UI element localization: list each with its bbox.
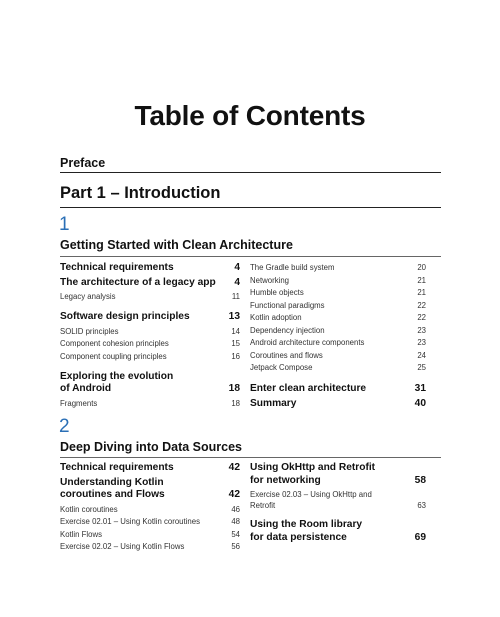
toc-subsection-entry[interactable] bbox=[250, 362, 426, 373]
toc-page-number: 63 bbox=[417, 501, 426, 510]
page-title: Table of Contents bbox=[134, 100, 366, 131]
toc-subsection-entry[interactable] bbox=[250, 287, 426, 298]
part-heading: Part 1 – Introduction bbox=[60, 184, 221, 202]
chapter-2-left-column bbox=[60, 462, 240, 552]
toc-entry-title: Kotlin coroutines bbox=[60, 504, 118, 514]
toc-page-number: 54 bbox=[231, 529, 240, 539]
toc-page-number: 42 bbox=[228, 489, 240, 500]
toc-page-number: 24 bbox=[417, 350, 426, 360]
toc-subsection-entry[interactable] bbox=[60, 504, 240, 515]
chapter-title: Getting Started with Clean Architecture bbox=[60, 238, 293, 252]
toc-page-number: 4 bbox=[234, 262, 240, 273]
toc-entry-title: Software design principles bbox=[60, 311, 190, 322]
toc-subsection-entry[interactable] bbox=[60, 291, 240, 302]
toc-page-number: 18 bbox=[228, 383, 240, 394]
toc-entry-title: Component coupling principles bbox=[60, 351, 167, 361]
toc-page-number: 23 bbox=[417, 325, 426, 335]
toc-entry-title: Humble objects bbox=[250, 288, 304, 297]
chapter-rule bbox=[60, 457, 441, 458]
toc-section-entry[interactable] bbox=[250, 398, 426, 411]
toc-subsection-entry[interactable] bbox=[250, 350, 426, 361]
toc-section-entry[interactable] bbox=[60, 371, 240, 396]
toc-page-number: 14 bbox=[231, 326, 240, 336]
chapter-number: 2 bbox=[59, 416, 70, 437]
toc-page-number: 40 bbox=[414, 397, 426, 409]
toc-subsection-entry[interactable] bbox=[250, 312, 426, 323]
toc-entry-title: Coroutines and flows bbox=[250, 350, 323, 360]
toc-entry-title: Exercise 02.03 – Using OkHttp and Retrofit bbox=[250, 490, 372, 510]
chapter-2-right-column bbox=[250, 462, 426, 544]
toc-page-number: 42 bbox=[228, 462, 240, 473]
toc-subsection-entry[interactable] bbox=[250, 262, 426, 273]
toc-page-number: 18 bbox=[231, 398, 240, 408]
toc-entry-title: Dependency injection bbox=[250, 325, 325, 335]
toc-page-number: 22 bbox=[417, 313, 426, 322]
preface-heading: Preface bbox=[60, 156, 106, 170]
toc-entry-title: Functional paradigms bbox=[250, 300, 325, 310]
toc-subsection-entry[interactable] bbox=[60, 398, 240, 409]
toc-page-number: 31 bbox=[414, 383, 426, 394]
toc-page-number: 48 bbox=[231, 517, 240, 526]
toc-subsection-entry[interactable] bbox=[60, 541, 240, 552]
toc-section-entry[interactable] bbox=[250, 519, 426, 544]
toc-page-number: 15 bbox=[231, 339, 240, 348]
preface-rule bbox=[60, 172, 441, 173]
toc-entry-title: Jetpack Compose bbox=[250, 363, 313, 372]
toc-entry-title: Android architecture components bbox=[250, 338, 365, 347]
toc-page-number: 4 bbox=[234, 276, 240, 288]
toc-entry-title: Enter clean architecture bbox=[250, 383, 367, 394]
toc-page-number: 21 bbox=[417, 275, 426, 285]
toc-subsection-entry[interactable] bbox=[250, 325, 426, 336]
toc-page-number: 58 bbox=[414, 474, 426, 486]
toc-entry-title: Fragments bbox=[60, 398, 98, 408]
toc-subsection-entry[interactable] bbox=[250, 337, 426, 348]
toc-section-entry[interactable] bbox=[250, 462, 426, 487]
toc-subsection-entry[interactable] bbox=[60, 529, 240, 540]
toc-entry-title: Exercise 02.01 – Using Kotlin coroutines bbox=[60, 517, 200, 526]
toc-entry-title: The architecture of a legacy app bbox=[60, 276, 216, 288]
toc-entry-title: Technical requirements bbox=[60, 462, 174, 473]
toc-page-number: 46 bbox=[231, 504, 240, 514]
toc-entry-title: SOLID principles bbox=[60, 326, 119, 336]
chapter-1-left-column bbox=[60, 262, 240, 409]
toc-section-entry[interactable] bbox=[60, 477, 240, 502]
chapter-1-right-column bbox=[250, 262, 426, 410]
toc-entry-title: Component cohesion principles bbox=[60, 339, 169, 348]
toc-entry-title: Networking bbox=[250, 275, 289, 285]
toc-page-number: 21 bbox=[417, 288, 426, 297]
chapter-number: 1 bbox=[59, 214, 70, 235]
toc-subsection-entry[interactable] bbox=[60, 516, 240, 527]
toc-entry-title: Summary bbox=[250, 397, 297, 409]
toc-section-entry[interactable] bbox=[250, 383, 426, 396]
toc-page-number: 23 bbox=[417, 338, 426, 347]
toc-entry-title: Understanding Kotlin coroutines and Flows bbox=[60, 476, 165, 500]
toc-page-number: 13 bbox=[228, 311, 240, 322]
toc-subsection-entry[interactable] bbox=[60, 326, 240, 337]
toc-entry-title: Technical requirements bbox=[60, 262, 174, 273]
toc-entry-title: Exercise 02.02 – Using Kotlin Flows bbox=[60, 542, 185, 551]
toc-subsection-entry[interactable] bbox=[250, 489, 426, 511]
chapter-rule bbox=[60, 256, 441, 257]
toc-section-entry[interactable] bbox=[60, 311, 240, 324]
toc-section-entry[interactable] bbox=[60, 462, 240, 475]
toc-page-number: 56 bbox=[231, 542, 240, 551]
toc-page-number: 22 bbox=[417, 300, 426, 310]
toc-entry-title: Using OkHttp and Retrofit for networking bbox=[250, 462, 376, 486]
toc-page-number: 11 bbox=[231, 292, 240, 301]
toc-page-number: 20 bbox=[417, 263, 426, 272]
toc-entry-title: Exploring the evolution of Android bbox=[60, 370, 174, 394]
toc-subsection-entry[interactable] bbox=[250, 300, 426, 311]
toc-entry-title: Using the Room library for data persistence bbox=[250, 519, 363, 543]
toc-entry-title: Kotlin Flows bbox=[60, 529, 103, 539]
toc-entry-title: The Gradle build system bbox=[250, 263, 335, 272]
toc-section-entry[interactable] bbox=[60, 262, 240, 275]
toc-page-number: 25 bbox=[417, 363, 426, 372]
toc-subsection-entry[interactable] bbox=[60, 351, 240, 362]
toc-entry-title: Kotlin adoption bbox=[250, 313, 302, 322]
toc-entry-title: Legacy analysis bbox=[60, 292, 116, 301]
chapter-title: Deep Diving into Data Sources bbox=[60, 440, 242, 454]
toc-subsection-entry[interactable] bbox=[250, 275, 426, 286]
toc-page-number: 16 bbox=[231, 351, 240, 361]
part-rule bbox=[60, 207, 441, 208]
toc-page-number: 69 bbox=[414, 531, 426, 543]
toc-subsection-entry[interactable] bbox=[60, 338, 240, 349]
toc-section-entry[interactable] bbox=[60, 277, 240, 290]
